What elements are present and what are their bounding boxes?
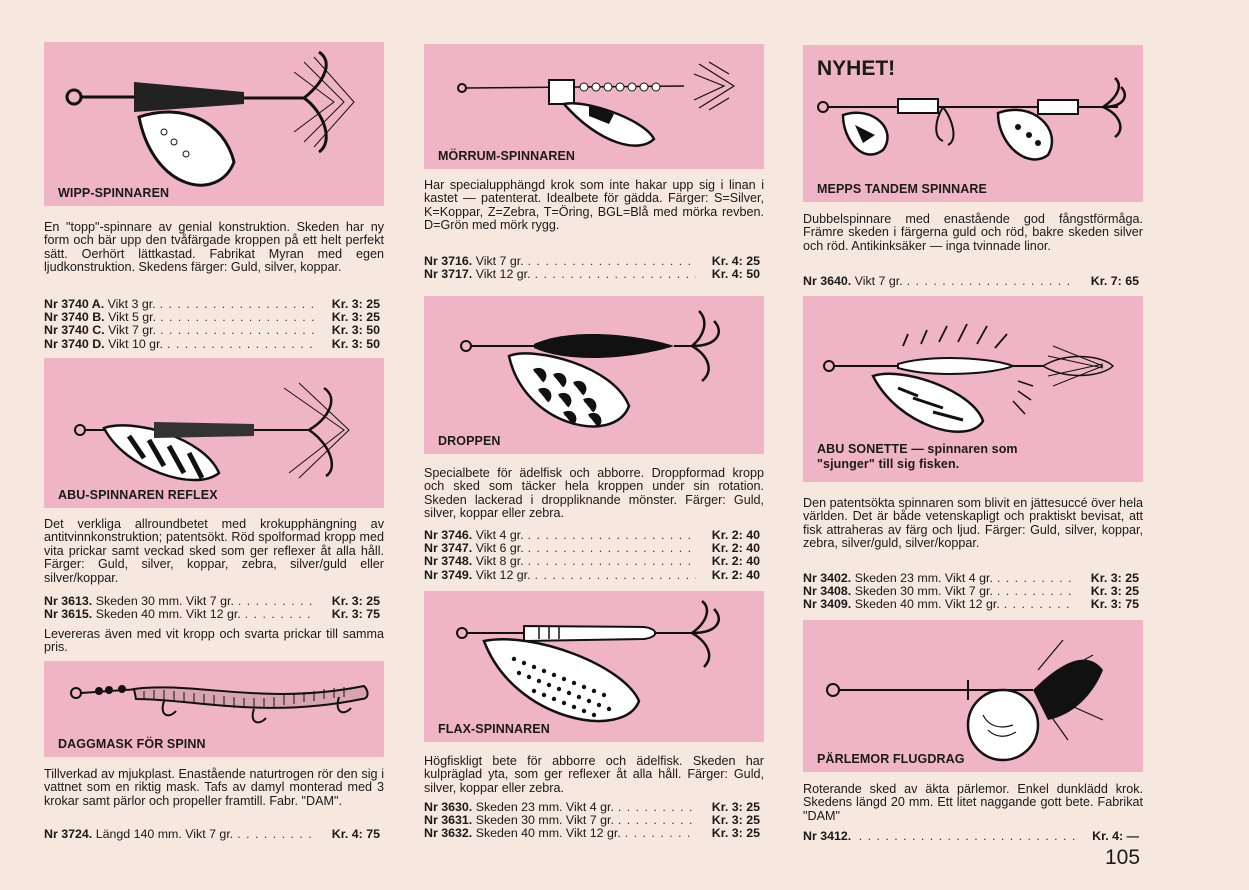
price-row: Nr 3615. Skeden 40 mm. Vikt 12 gr. . . . Kr. 3: 75: [44, 608, 384, 621]
daggmask-description: Tillverkad av mjukplast. Enastående naturtrogen rör den sig i vattnet som en riktig mask. Tafs av damyl monterad med 3 krokar samt pärlor och propeller framtill. Fabr. "DAM".: [44, 767, 384, 808]
sonette-name: [817, 442, 1018, 472]
daggmask-price-list: [44, 828, 384, 841]
flax-illustration-panel: [424, 591, 764, 742]
flax-description: Högfiskligt bete för abborre och ädelfisk. Skeden har kulpräglad yta, som ger reflexer åt alla håll. Färger: Guld, silver, koppar eller zebra.: [424, 754, 764, 795]
morrum-illustration-panel: [424, 44, 764, 169]
price-row: Nr 3740 B. Vikt 5 gr. . . . Kr. 3: 25: [44, 311, 384, 324]
price-row: Nr 3632. Skeden 40 mm. Vikt 12 gr. . . . Kr. 3: 25: [424, 827, 764, 840]
sonette-name-line2: "sjunger" till sig fisken.: [817, 457, 960, 471]
price-row: Nr 3724. Längd 140 mm. Vikt 7 gr. . . . Kr. 4: 75: [44, 828, 384, 841]
sonette-price-list: [803, 572, 1143, 612]
parlemor-description: Roterande sked av äkta pärlemor. Enkel dunklädd krok. Skedens längd 20 mm. Ett litet naggande gott bete. Fabrikat "DAM": [803, 782, 1143, 823]
price-row: Nr 3748. Vikt 8 gr. . . . Kr. 2: 40: [424, 555, 764, 568]
price-row: Nr 3746. Vikt 4 gr. . . . Kr. 2: 40: [424, 529, 764, 542]
sonette-name-line1: ABU SONETTE — spinnaren som: [817, 442, 1018, 456]
flax-lure-drawing: [424, 591, 764, 742]
price-row: Nr 3412. . . . Kr. 4: —: [803, 830, 1143, 843]
abu-reflex-note: Levereras även med vit kropp och svarta prickar till samma pris.: [44, 627, 384, 655]
price-row: Nr 3716. Vikt 7 gr. . . . Kr. 4: 25: [424, 255, 764, 268]
price-row: Nr 3740 C. Vikt 7 gr. . . . Kr. 3: 50: [44, 324, 384, 337]
abu-reflex-illustration-panel: [44, 358, 384, 508]
page-number: 105: [1105, 846, 1141, 869]
abu-reflex-name: ABU-SPINNAREN REFLEX: [58, 488, 218, 502]
mepps-lure-drawing: [803, 45, 1143, 202]
abu-reflex-description: Det verkliga allroundbetet med krokupphängning av antitvinnkonstruktion; patentsökt. Röd spolformad kropp med vita prickar samt veckad sked som ger reflexer åt alla håll. Färger: Guld, silver, koppar, zebra, silver/guld eller silver/koppar.: [44, 517, 384, 585]
price-row: Nr 3409. Skeden 40 mm. Vikt 12 gr. . . . Kr. 3: 75: [803, 598, 1143, 611]
wipp-illustration-panel: [44, 42, 384, 206]
wipp-lure-drawing: [44, 42, 384, 206]
mepps-illustration-panel: [803, 45, 1143, 202]
price-row: Nr 3740 D. Vikt 10 gr. . . . Kr. 3: 50: [44, 338, 384, 351]
price-row: Nr 3640. Vikt 7 gr. . . . Kr. 7: 65: [803, 275, 1143, 288]
droppen-name: DROPPEN: [438, 434, 501, 448]
sonette-description: Den patentsökta spinnaren som blivit en jättesuccé över hela världen. Det är både vetenskapligt och praktiskt bevisat, att fisk attraheras av färg och ljud. Färger: Guld, silver, koppar, zebra, silver/guld, silver/koppar.: [803, 496, 1143, 551]
abu-reflex-lure-drawing: [44, 358, 384, 508]
droppen-price-list: [424, 529, 764, 582]
daggmask-name: DAGGMASK FÖR SPINN: [58, 737, 206, 751]
price-row: Nr 3630. Skeden 23 mm. Vikt 4 gr. . . . Kr. 3: 25: [424, 801, 764, 814]
wipp-name: WIPP-SPINNAREN: [58, 186, 170, 200]
mepps-description: Dubbelspinnare med enastående god fångstförmåga. Främre skeden i färgerna guld och röd, bakre skeden silver och röd. Antikinksäker — inga tvinnade linor.: [803, 212, 1143, 253]
morrum-price-list: [424, 255, 764, 281]
price-row: Nr 3740 A. Vikt 3 gr. . . . Kr. 3: 25: [44, 298, 384, 311]
mepps-price-list: [803, 275, 1143, 288]
price-row: Nr 3747. Vikt 6 gr. . . . Kr. 2: 40: [424, 542, 764, 555]
droppen-illustration-panel: [424, 296, 764, 454]
morrum-name: MÖRRUM-SPINNAREN: [438, 149, 576, 163]
new-badge: NYHET!: [817, 57, 896, 80]
price-row: Nr 3631. Skeden 30 mm. Vikt 7 gr. . . . Kr. 3: 25: [424, 814, 764, 827]
parlemor-name: PÄRLEMOR FLUGDRAG: [817, 752, 965, 766]
price-row: Nr 3749. Vikt 12 gr. . . . Kr. 2: 40: [424, 569, 764, 582]
morrum-description: Har specialupphängd krok som inte hakar upp sig i linan i kastet — patenterat. Idealbete för gädda. Färger: S=Silver, K=Koppar, Z=Zebra, T=Öring, BGL=Blå med mörka revben. D=Grön med mörk rygg.: [424, 178, 764, 233]
wipp-description: En "topp"-spinnare av genial konstruktion. Skeden har ny form och bär upp den tvåfärgade kroppen på ett helt perfekt sätt. Oerhört lättkastad. Fabrikat Myran med egen ljudkonstruktion. Skedens färger: Guld, silver, koppar.: [44, 220, 384, 275]
parlemor-illustration-panel: [803, 620, 1143, 772]
daggmask-illustration-panel: [44, 661, 384, 757]
price-row: Nr 3717. Vikt 12 gr. . . . Kr. 4: 50: [424, 268, 764, 281]
parlemor-price-list: [803, 830, 1143, 843]
droppen-lure-drawing: [424, 296, 764, 454]
wipp-price-list: [44, 298, 384, 351]
sonette-illustration-panel: [803, 296, 1143, 482]
flax-price-list: [424, 801, 764, 841]
parlemor-lure-drawing: [803, 620, 1143, 772]
flax-name: FLAX-SPINNAREN: [438, 722, 550, 736]
mepps-name: MEPPS TANDEM SPINNARE: [817, 182, 987, 196]
droppen-description: Specialbete för ädelfisk och abborre. Droppformad kropp och sked som täcker hela kroppen under sin rotation. Skeden lackerad i droppliknande mönster. Färger: Guld, silver, koppar eller zebra.: [424, 466, 764, 521]
price-row: Nr 3402. Skeden 23 mm. Vikt 4 gr. . . . Kr. 3: 25: [803, 572, 1143, 585]
price-row: Nr 3408. Skeden 30 mm. Vikt 7 gr. . . . Kr. 3: 25: [803, 585, 1143, 598]
price-row: Nr 3613. Skeden 30 mm. Vikt 7 gr. . . . Kr. 3: 25: [44, 595, 384, 608]
abu-reflex-price-list: [44, 595, 384, 621]
